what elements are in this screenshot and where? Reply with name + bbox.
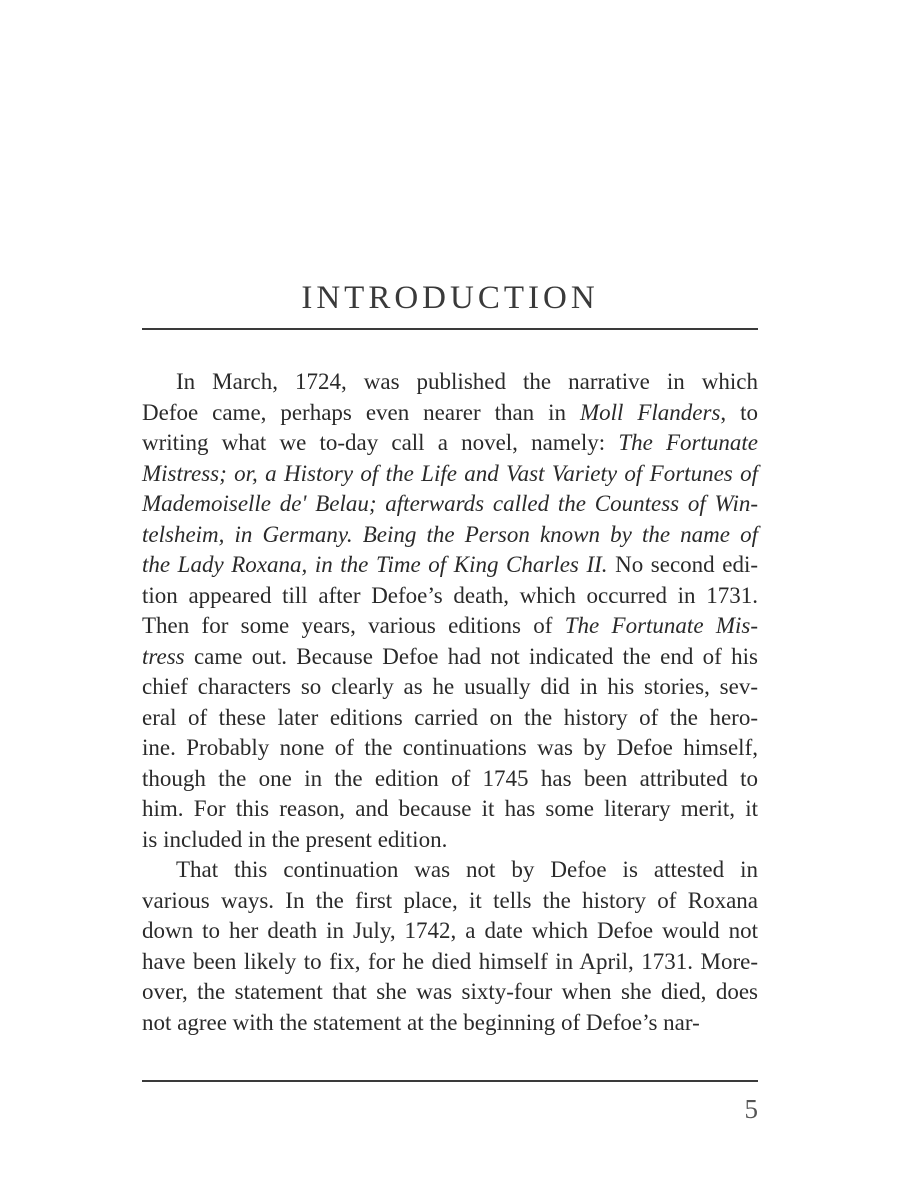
body-text [142,367,758,1038]
text-line [142,916,758,947]
text-line [142,703,758,734]
italic-text: Mademoiselle de' Belau; afterwards called the Countess of Win- [142,491,758,516]
bottom-rule [142,1080,758,1082]
text-line [142,459,758,490]
text-run: various ways. In the first place, it tells the history of Roxana [142,887,758,913]
italic-text: tress [142,643,185,669]
text-line [142,428,758,459]
page-number: 5 [744,1094,758,1124]
text-line [142,672,758,703]
text-line [142,947,758,978]
text-run: In March, 1724, was published the narrative in which [176,369,758,394]
text-line [142,489,758,520]
text-run: is included in the present edition. [142,826,448,852]
italic-text: Mistress; or, a History of the Life and Vast Variety of Fortunes of [142,460,758,486]
text-run: have been likely to fix, for he died himself in April, 1731. More- [142,948,758,974]
page-title: INTRODUCTION [301,280,599,317]
paragraph [142,367,758,855]
text-run: chief characters so clearly as he usually did in his stories, sev- [142,674,758,699]
text-line [142,733,758,764]
text-run: eral of these later editions carried on the history of the hero- [142,704,758,730]
text-run: him. For this reason, and because it has some literary merit, it [142,796,758,821]
italic-text: The Fortunate [618,430,758,455]
text-run: writing what we to-day call a novel, namely: [142,430,619,455]
text-line [142,581,758,612]
text-run: down to her death in July, 1742, a date which Defoe would not [142,918,758,943]
text-run: ine. Probably none of the continuations was by Defoe himself, [142,735,758,760]
text-line [142,794,758,825]
text-line [142,977,758,1008]
text-line [142,642,758,673]
text-run: No second edi- [607,552,758,577]
text-run: That this continuation was not by Defoe is attested in [176,857,758,882]
text-line [142,611,758,642]
italic-text: the Lady Roxana, in the Time of King Charles II. [142,552,608,577]
text-run: tion appeared till after Defoe’s death, which occurred in 1731. [142,582,758,608]
text-line [142,855,758,886]
italic-text: The Fortunate Mis- [564,613,758,638]
text-line [142,764,758,795]
text-run: over, the statement that she was sixty-four when she died, does [142,979,758,1004]
text-line [142,550,758,581]
italic-text: telsheim, in Germany. Being the Person known by the name of [142,521,758,547]
text-line [142,520,758,551]
text-run: , to [720,399,758,425]
text-line [142,825,758,856]
italic-text: Moll Flanders [579,399,721,425]
text-run: not agree with the statement at the beginning of Defoe’s nar- [142,1009,700,1035]
text-line [142,398,758,429]
paragraph [142,855,758,1038]
top-rule [142,328,758,330]
text-run: came out. Because Defoe had not indicated the end of his [184,643,758,669]
text-run: Then for some years, various editions of [142,613,565,638]
text-run: though the one in the edition of 1745 has been attributed to [142,765,758,791]
text-line [142,1008,758,1039]
text-line [142,886,758,917]
text-line [142,367,758,398]
text-run: Defoe came, perhaps even nearer than in [142,399,580,425]
